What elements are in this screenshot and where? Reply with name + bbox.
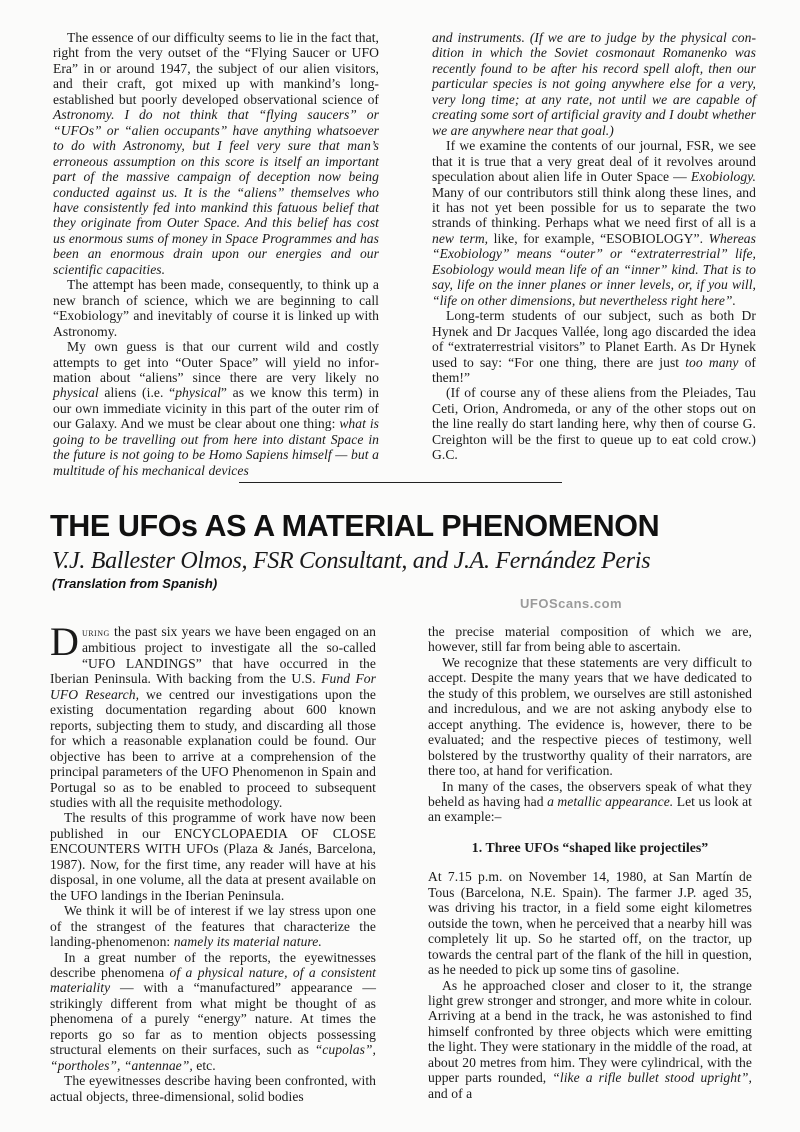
text-run: The essence of our difficulty seems to lie in the fact that, right from the very outset of the “Flying Saucer or UFO Era” in or around 1947, the subject of our alien visitors, and their craft, got mixed up with mankind’s long-established but poorly developed observational science of — [53, 30, 379, 107]
paragraph — [432, 30, 756, 138]
italic-run: Astronomy. I do not think that “flying saucers” or “UFOs” or “alien occupants” have anything whatsoever to do with Astronomy, but I feel very sure that man’s erroneous assumption on this score is itself an important part of the massive campaign of deception now being conducted against us. It is the “aliens” themselves who have consistently fed into mankind this fatuous belief that they originate from Outer Space. And this belief has cost us enormous sums of money in Space Programmes and has been an enormous drain upon our energies and our scientific capacities. — [53, 107, 379, 277]
text-run: The results of this programme of work have now been published in our ENCYCLOPAEDIA OF CLOSE ENCOUNTERS WITH UFOs (Plaza & Janés, Barcelona, 1987). Now, for the first time, any reader will have at his disposal, in one volume, all the data at present available on the UFO landings in the Iberian Peninsula. — [50, 810, 376, 903]
article-separator-rule — [239, 482, 562, 483]
paragraph — [428, 869, 752, 977]
previous-article-right-column — [432, 30, 756, 463]
paragraph — [432, 308, 756, 385]
article-header — [50, 508, 770, 592]
italic-run: new term, — [432, 230, 489, 246]
paragraph — [428, 978, 752, 1102]
paragraph — [50, 1073, 376, 1104]
paragraph — [53, 339, 379, 478]
article-left-paragraphs — [50, 810, 376, 1104]
italic-run: a metallic appearance. — [547, 793, 674, 809]
text-run: aliens (i.e. “ — [98, 385, 176, 401]
text-run: We think it will be of interest if we lay stress upon one of the strangest of the features that characterize the landing-phenomenon: — [50, 903, 376, 950]
italic-run: “like a rifle bullet stood upright”, — [552, 1070, 752, 1086]
text-run: We recognize that these statements are very difficult to accept. Despite the many years that we have dedicated to the study of this problem, we ourselves are still astonished and incredulous, and we are not asking anybody else to accept anything. The evidence is, however, there to be evaluated; and the respective pieces of testimony, well bolstered by the trustworthy quality of their narrators, are there too, at hand for verification. — [428, 654, 752, 779]
text-run: My own guess is that our current wild and costly attempts to get into “Outer Space” will yield no information about “aliens” since there are very likely no — [53, 339, 379, 385]
article-right-paragraphs-a — [428, 624, 752, 825]
text-run: ” as we know this term) in our own immediate vicinity in this part of the outer rim of our Galaxy. And we must be clear about one thing: — [53, 385, 379, 432]
text-run: (If of course any of these aliens from the Pleiades, Tau Ceti, Orion, Andromeda, or any of the other stops out on the line really do start landing here, why then of course G. Creighton will be the first to queue up to eat cold crow.) G.C. — [432, 385, 756, 463]
drop-cap: D — [50, 619, 79, 664]
italic-run: too many — [685, 354, 739, 370]
watermark: UFOScans.com — [520, 596, 623, 611]
italic-run: Fund For UFO Research, — [50, 671, 376, 702]
italic-run: Exobiology. — [690, 169, 756, 185]
article-title: THE UFOs AS A MATERIAL PHENOMENON — [50, 509, 660, 543]
text-run: In a great number of the reports, the eyewitnesses describe phenomena — [50, 949, 376, 980]
text-run: and of a — [428, 1085, 473, 1101]
paragraph — [428, 655, 752, 779]
italic-run: and instruments. (If we are to judge by the physical condition in which the Soviet cosmonaut Romanenko was recently found to be after his record spell aloft, then our particular species is not going anywhere else for a very, very long time; at any rate, not until we are capable of creating some sort of artificial gravity and I doubt whether we are anywhere near that goal.) — [432, 30, 756, 138]
text-run: we centred our investigations upon the existing documentation regarding about 600 known reports, subjecting them to study, and discarding all those for which a reasonable explanation could be found. Our objective has been to arrive at a comprehension of the principal parameters of the UFO Phenomenon in Spain and Portugal so as to be enabled to proceed to subsequent studies with all the requisite methodology. — [50, 686, 376, 810]
article-right-column — [428, 624, 752, 1101]
paragraph — [53, 277, 379, 339]
paragraph — [50, 903, 376, 949]
text-run: of them!” — [432, 354, 756, 385]
paragraph — [428, 779, 752, 825]
translation-note: (Translation from Spanish) — [52, 576, 218, 591]
italic-run: Whereas “Exobiology” means “outer” or “extraterrestrial” life, Esobiology would mean life of an “inner” kind. That is to say, life on the inner planes or inner levels, or, if you will, “life on other dimensions, but nevertheless right here”. — [432, 230, 756, 308]
article-authors: V.J. Ballester Olmos, FSR Consultant, and J.A. Fernández Peris — [52, 548, 651, 574]
paragraph — [432, 138, 756, 308]
section-heading: 1. Three UFOs “shaped like projectiles” — [471, 839, 709, 855]
paragraph — [432, 385, 756, 462]
text-run: Many of our contributors still think along these lines, and it has not yet been possible for us to separate the two strands of thinking. Perhaps what we need first of all is a — [432, 184, 756, 231]
text-run: like, for example, “ESOBIOLOGY”. — [488, 230, 709, 246]
italic-run: of a physical nature, of a consistent materiality — [50, 964, 376, 996]
text-run: etc. — [192, 1057, 216, 1073]
italic-run: physical — [53, 385, 99, 401]
italic-run: “cupolas”, “portholes”, “antennae”, — [50, 1042, 376, 1073]
opening-paragraph — [50, 619, 376, 810]
previous-article-left-column — [53, 30, 379, 478]
paragraph — [50, 810, 376, 903]
paragraph — [428, 624, 752, 655]
opening-paragraph-text — [50, 619, 376, 810]
text-run: — with a “manufactured” appearance — strikingly different from what might be thought of as phenomena of a purely “energy” nature. At times the reports go so far as to mention objects possessing structural elements on their surfaces, such as — [50, 980, 376, 1058]
text-run: In many of the cases, the observers speak of what they beheld as having had — [428, 778, 752, 809]
article-right-paragraphs-b — [428, 869, 752, 1101]
paragraph — [50, 950, 376, 1074]
text-run: Let us look at an example:– — [428, 793, 752, 825]
paragraph — [53, 30, 379, 277]
italic-run: what is going to be travelling out from here into distant Space in the future is not going to be Homo Sapiens himself — but a multitude of his mechanical devices — [53, 416, 379, 478]
italic-run: physical — [175, 385, 221, 401]
article-left-column — [50, 619, 376, 1104]
text-run: As he approached closer and closer to it, the strange light grew stronger and stronger, and more white in colour. Arriving at a bend in the track, he was astonished to find himself confronted by three objects which were emitting the light. They were stationary in the middle of the road, at about 20 metres from him. They were cylindrical, with the upper parts rounded, — [428, 977, 752, 1086]
drop-cap-continuation: uring — [81, 625, 110, 639]
italic-run: namely its material nature. — [173, 934, 322, 950]
text-run: At 7.15 p.m. on November 14, 1980, at San Martín de Tous (Barcelona, N.E. Spain). The farmer J.P. aged 35, was driving his tractor, in a field some eight kilometres outside the town, when he perceived that a nearby hill was completely lit up. So he started off, on the tractor, up towards the central part of the flank of the hill in question, as he needed to pick up some tins of gasoline. — [428, 869, 752, 978]
text-run: The eyewitnesses describe having been confronted, with actual objects, three-dimensional, solid bodies — [50, 1073, 376, 1104]
text-run: Long-term students of our subject, such as both Dr Hynek and Dr Jacques Vallée, long ago discarded the idea of “extraterrestrial visitors” to Planet Earth. As Dr Hynek used to say: “For one thing, there are just — [432, 308, 756, 370]
text-run: the past six years we have been engaged on an ambitious project to investigate all the so-called “UFO LANDINGS” that have occurred in the Iberian Peninsula. With backing from the U.S. — [50, 624, 376, 687]
text-run: the precise material composition of which we are, however, still far from being able to ascertain. — [428, 624, 752, 655]
text-run: If we examine the contents of our journal, FSR, we see that it is true that a very great deal of it revolves around speculation about alien life in Outer Space — — [432, 138, 756, 185]
text-run: The attempt has been made, consequently, to think up a new branch of science, which we are beginning to call “Exobiology” and inevitably of course it is linked up with Astronomy. — [53, 277, 379, 339]
